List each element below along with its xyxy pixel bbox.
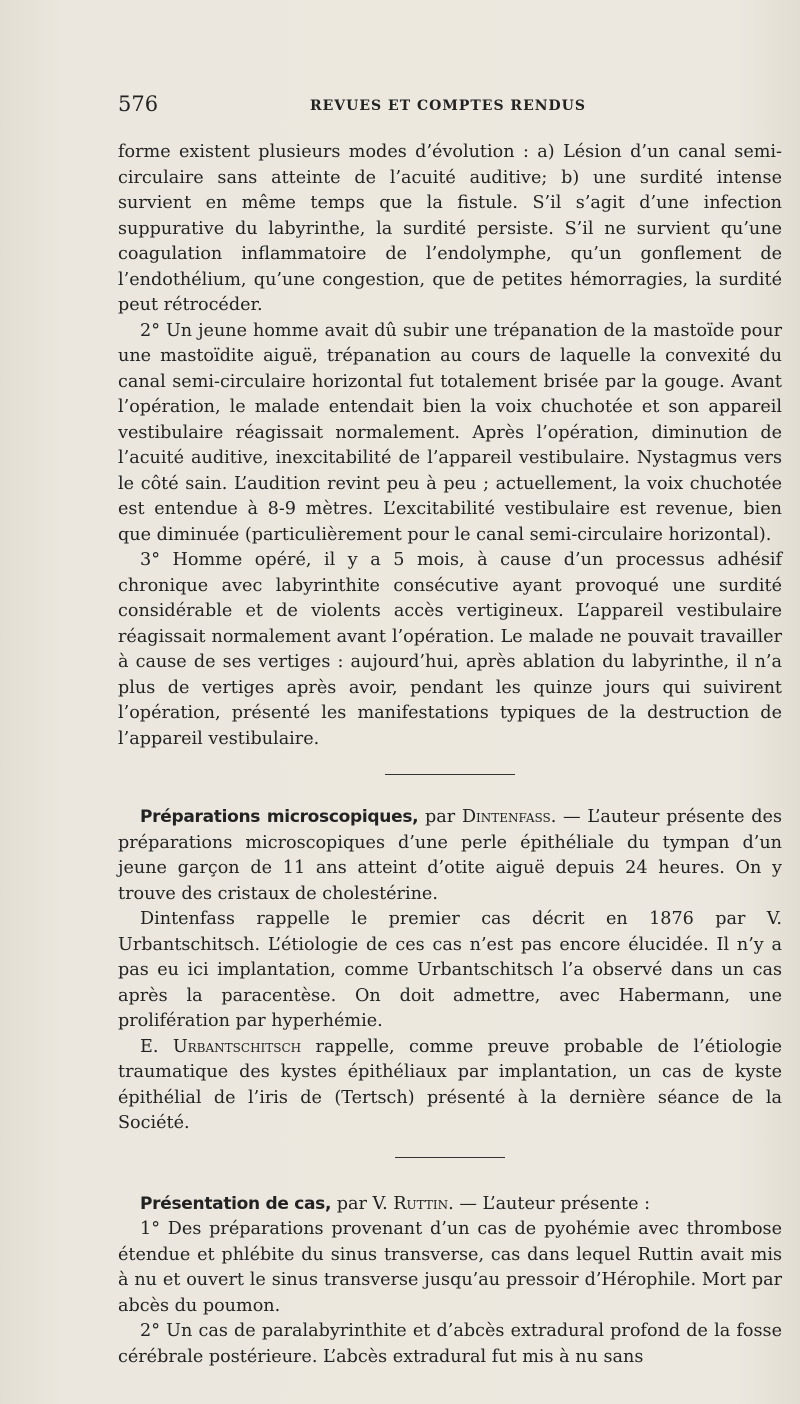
byline-prefix: par xyxy=(418,807,462,827)
author-name: Ruttin xyxy=(393,1193,449,1214)
paragraph-text: rappelle, comme preuve probable de l’étiologie traumatique des kystes épithéliaux par implantation, un cas de kyste épithélial de l’iris de (Tertsch) présenté à la dernière séance de la Société. xyxy=(118,1036,782,1133)
paragraph-text: . — L’auteur présente des préparations microscopiques d’une perle épithéliale du tympan d’un jeune garçon de 11 ans atteint d’otite aiguë depuis 24 heures. On y trouve des cristaux de cholestérine. xyxy=(118,807,782,904)
byline-prefix: par V. xyxy=(331,1193,394,1214)
paragraph-urbantschitsch xyxy=(118,1035,782,1137)
paragraph: 2° Un jeune homme avait dû subir une trépanation de la mastoïde pour une mastoïdite aiguë, trépanation au cours de laquelle la convexité du canal semi-circulaire horizontal fut totalement brisée par la gouge. Avant l’opération, le malade entendait bien la voix chuchotée et son appareil vestibulaire réagissait normalement. Après l’opération, diminution de l’acuité auditive, inexcitabilité de l’appareil vestibulaire. Nystagmus vers le côté sain. L’audition revint peu à peu ; actuellement, la voix chuchotée est entendue à 8-9 mètres. L’excitabilité vestibulaire est revenue, bien que diminuée (particulièrement pour le canal semi-circulaire horizontal). xyxy=(118,320,782,545)
paragraph: 1° Des préparations provenant d’un cas de pyohémie avec thrombose étendue et phlébite du sinus transverse, cas dans lequel Ruttin avait mis à nu et ouvert le sinus transverse jusqu’au pressoir d’Hérophile. Mort par abcès du poumon. xyxy=(118,1219,782,1316)
author-name: E. Urbantschitsch xyxy=(140,1036,302,1057)
paragraph: Dintenfass rappelle le premier cas décrit en 1876 par V. Urbantschitsch. L’étiologie de ces cas n’est pas encore élucidée. Il n’y a pas eu ici implantation, comme Urbantschitsch l’a observé dans un cas après la paracentèse. On doit admettre, avec Habermann, une prolifération par hyperhémie. xyxy=(118,909,782,1031)
page-number: 576 xyxy=(118,92,159,116)
running-title: REVUES ET COMPTES RENDUS xyxy=(310,98,586,114)
section-divider xyxy=(385,774,515,775)
section-heading: Préparations microscopiques, xyxy=(140,807,419,827)
paragraph-text: . — L’auteur présente : xyxy=(448,1193,651,1214)
section-presentation xyxy=(118,1192,782,1218)
paragraph: 2° Un cas de paralabyrinthite et d’abcès extradural profond de la fosse cérébrale postérieure. L’abcès extradural fut mis à nu sans xyxy=(118,1321,782,1367)
section-heading: Présentation de cas, xyxy=(140,1193,332,1214)
paragraph: 3° Homme opéré, il y a 5 mois, à cause d’un processus adhésif chronique avec labyrinthite consécutive ayant provoqué une surdité considérable et de violents accès vertigineux. L’appareil vestibulaire réagissait normalement avant l’opération. Le malade ne pouvait travailler à cause de ses vertiges : aujourd’hui, après ablation du labyrinthe, il n’a plus de vertiges après avoir, pendant les quinze jours qui suivirent l’opération, présenté les manifestations typiques de la destruction de l’appareil vestibulaire. xyxy=(118,550,782,749)
section-divider xyxy=(395,1157,505,1158)
paragraph: forme existent plusieurs modes d’évolution : a) Lésion d’un canal semi-circulaire sans atteinte de l’acuité auditive; b) une surdité intense survient en même temps que la fistule. S’il s’agit d’une infection suppurative du labyrinthe, la surdité persiste. S’il ne survient qu’une coagulation inflammatoire de l’endolymphe, qu’un gonflement de l’endothélium, qu’une congestion, que de petites hémorragies, la surdité peut rétrocéder. xyxy=(118,142,782,315)
section-preparations xyxy=(118,805,782,907)
article-body xyxy=(118,140,782,1370)
author-name: Dintenfass xyxy=(461,807,551,827)
